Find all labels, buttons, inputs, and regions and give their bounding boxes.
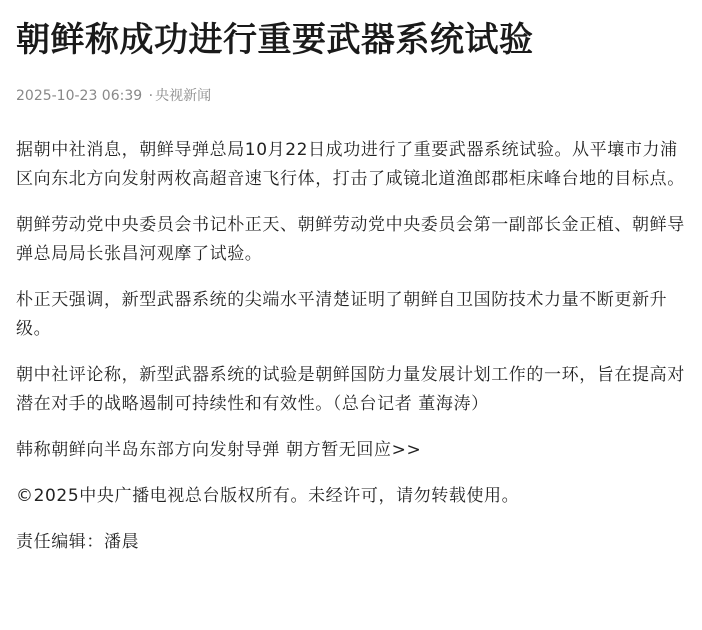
paragraph-4: 朝中社评论称，新型武器系统的试验是朝鲜国防力量发展计划工作的一环，旨在提高对潜在对手的战略遏制可持续性和有效性。（总台记者 董海涛） xyxy=(16,365,685,414)
paragraph-1: 据朝中社消息，朝鲜导弹总局10月22日成功进行了重要武器系统试验。从平壤市力浦区向东北方向发射两枚高超音速飞行体，打击了咸镜北道渔郎郡柜床峰台地的目标点。 xyxy=(16,140,685,189)
article-body xyxy=(16,136,688,557)
copyright-notice: ©2025中央广播电视总台版权所有。未经许可，请勿转载使用。 xyxy=(16,486,520,506)
source-name: 央视新闻 xyxy=(155,88,212,104)
paragraph-2: 朝鲜劳动党中央委员会书记朴正天、朝鲜劳动党中央委员会第一副部长金正植、朝鲜导弹总局局长张昌河观摩了试验。 xyxy=(16,215,685,264)
editor-credit: 责任编辑：潘晨 xyxy=(16,532,140,552)
paragraph-3: 朴正天强调，新型武器系统的尖端水平清楚证明了朝鲜自卫国防技术力量不断更新升级。 xyxy=(16,290,668,339)
article-title: 朝鲜称成功进行重要武器系统试验 xyxy=(16,20,534,60)
publish-date: 2025-10-23 06:39 xyxy=(16,88,143,104)
related-article-link[interactable]: 韩称朝鲜向半岛东部方向发射导弹 朝方暂无回应>> xyxy=(16,440,422,460)
meta-separator: · xyxy=(148,88,154,104)
article-meta xyxy=(16,86,688,106)
